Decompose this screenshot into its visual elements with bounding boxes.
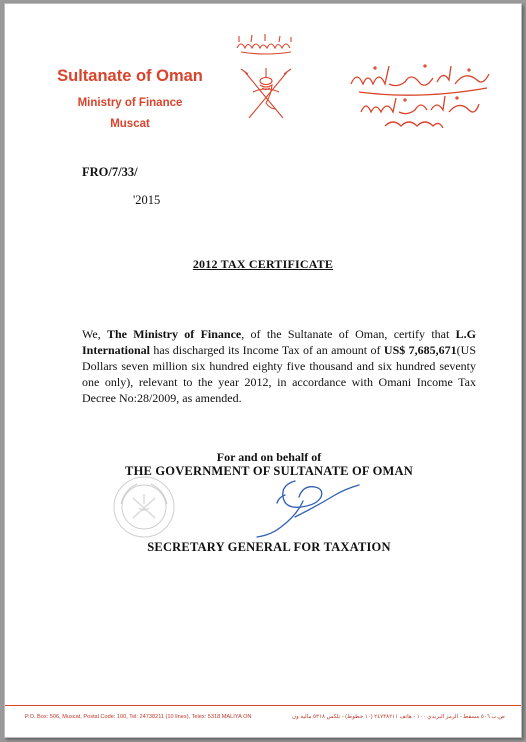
letterhead-country: Sultanate of Oman [57,67,203,85]
document-page [4,3,522,738]
signature-title: SECRETARY GENERAL FOR TAXATION [147,540,391,554]
certificate-body [82,326,476,406]
body-company-name: L.G International [82,327,476,357]
reference-date: '2015 [133,193,161,207]
body-text-part: has discharged its Income Tax of an amount of [150,343,384,357]
arabic-letterhead-calligraphy-icon [345,56,495,136]
body-text-part: (US Dollars seven million six hundred eighty five thousand and six hundred seventy one only), relevant to the year 2012, in accordance with Omani Income Tax Decree No:28/2009, as amended. [82,343,476,405]
body-text-part: , of the Sultanate of Oman, certify that [241,327,456,341]
letterhead-ministry: Ministry of Finance [77,97,183,109]
reference-number: FRO/7/33/ [82,165,138,179]
footer-address-arabic: ص.ب ٥٠٦ مسقط - الرمز البريدي ١٠٠ - هاتف ٢٤٧٣٨٢١١ (١٠ خطوط) - تلكس ٥٣١٨ ماليه ون [291,714,505,720]
oman-emblem-icon [231,32,301,124]
footer-address-english: P.O. Box: 506, Muscat, Postal Code: 100, Tel: 24738211 (10 lines), Telex: 5318 MALIYA ON [25,714,252,720]
official-seal-stamp-icon [111,474,177,540]
certificate-title: 2012 TAX CERTIFICATE [192,257,334,271]
handwritten-signature-icon [255,471,365,541]
body-text-part: We, [82,327,107,341]
body-ministry-name: The Ministry of Finance [107,327,242,341]
signature-government: THE GOVERNMENT OF SULTANATE OF OMAN [125,464,413,478]
body-tax-amount: US$ 7,685,671 [383,343,457,357]
letterhead-city: Muscat [110,118,150,130]
signature-on-behalf: For and on behalf of [216,450,322,464]
footer-divider [5,705,521,706]
